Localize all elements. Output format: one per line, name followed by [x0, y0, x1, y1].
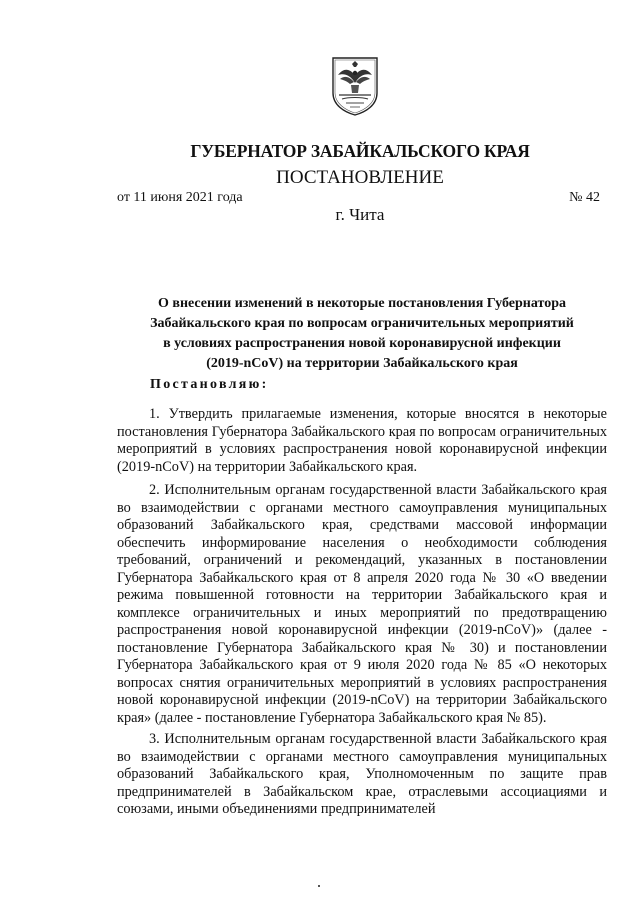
title-line: в условиях распространения новой коронавирусной инфекции	[163, 336, 561, 351]
page-speck	[318, 885, 320, 887]
paragraph-2: 2. Исполнительным органам государственной власти Забайкальского края во взаимодействии с органами местного самоуправления муниципальных образований Забайкальского края, средствами массовой информации обеспечить информирование населения о необходимости соблюдения требований, ограничений и рекомендаций, указанных в постановлении Губернатора Забайкальского края от 8 апреля 2020 года № 30 «О введении режима повышенной готовности на территории Забайкальского края и комплексе ограничительных и иных мероприятий по предотвращению распространения новой коронавирусной инфекции (2019-nCoV)» (далее - постановление Губернатора Забайкальского края № 30) и постановлении Губернатора Забайкальского края от 9 июля 2020 года № 85 «О некоторых вопросах снятия ограничительных мероприятий в условиях распространения новой коронавирусной инфекции (2019-nCoV) на территории Забайкальского края» (далее - постановление Губернатора Забайкальского края № 85).	[117, 482, 607, 726]
document-date: от 11 июня 2021 года	[117, 190, 243, 205]
title-line: (2019-nCoV) на территории Забайкальского края	[206, 356, 518, 371]
document-body	[117, 406, 607, 825]
paragraph-3: 3. Исполнительным органам государственной власти Забайкальского края во взаимодействии с органами местного самоуправления муниципальных образований Забайкальского края, Уполномоченным по защите прав предпринимателей в Забайкальском крае, отраслевыми ассоциациями и союзами, иными объединениями предпринимателей	[117, 731, 607, 817]
document-title	[117, 294, 607, 374]
paragraph-1: 1. Утвердить прилагаемые изменения, которые вносятся в некоторые постановления Губернатора Забайкальского края по вопросам ограничительных мероприятий в условиях распространения новой коронавирусной инфекции (2019-nCoV) на территории Забайкальского края.	[117, 406, 607, 475]
zabaikalsky-krai-coat-of-arms-icon	[330, 55, 380, 117]
document-number: № 42	[569, 190, 600, 205]
issuing-authority: ГУБЕРНАТОР ЗАБАЙКАЛЬСКОГО КРАЯ	[190, 141, 530, 161]
title-line: Забайкальского края по вопросам ограничительных мероприятий	[150, 316, 574, 331]
decree-word: Постановляю:	[150, 377, 269, 392]
title-line: О внесении изменений в некоторые постановления Губернатора	[158, 296, 566, 311]
document-city: г. Чита	[335, 205, 385, 224]
document-type: ПОСТАНОВЛЕНИЕ	[276, 167, 444, 188]
